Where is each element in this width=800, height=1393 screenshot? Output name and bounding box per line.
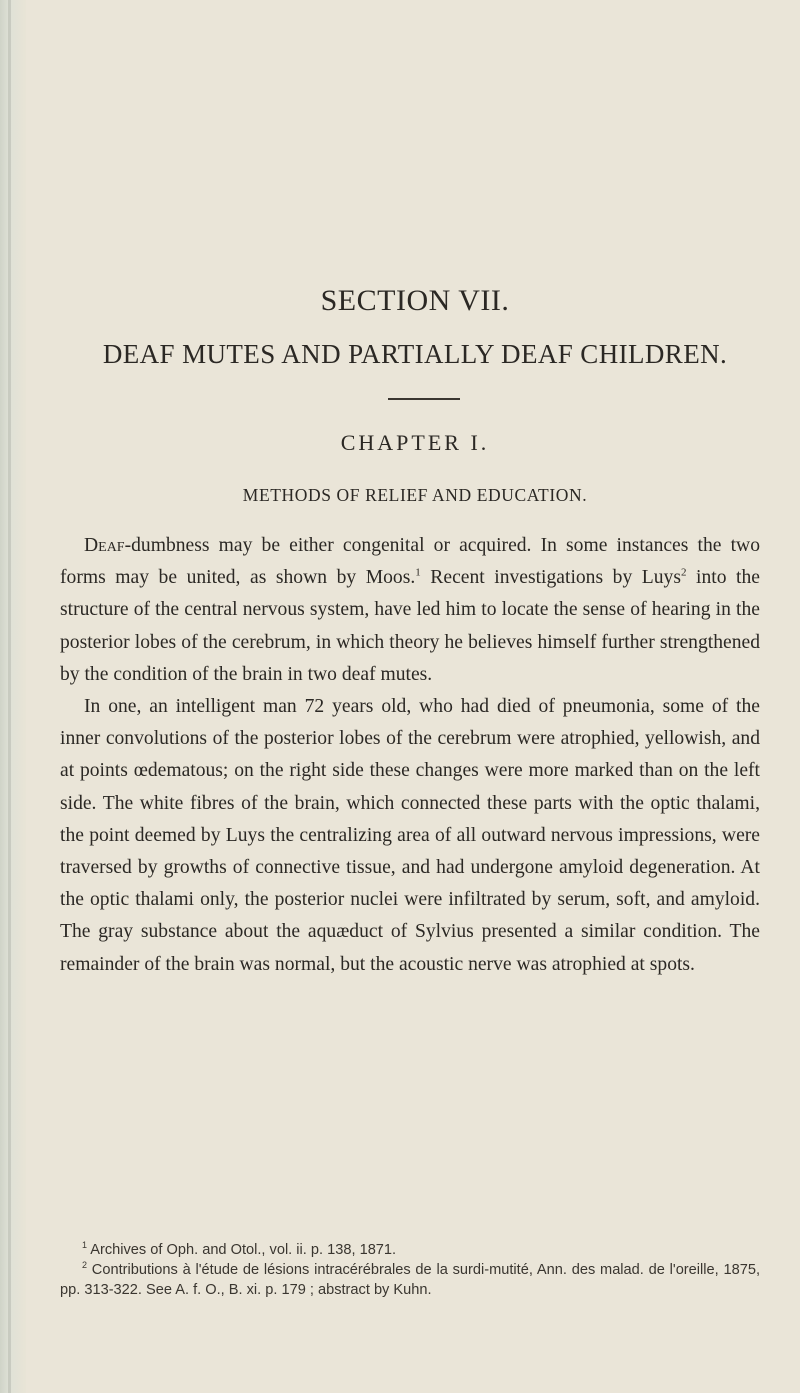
footnote-1 xyxy=(60,1240,760,1260)
paragraph-2: In one, an intelligent man 72 years old, who had died of pneumonia, some of the inner convolutions of the posterior lobes of the cerebrum were atrophied, yellowish, and at points œdematous; on the right side these changes were more marked than on the left side. The white fibres of the brain, which connected these parts with the optic thalami, the point deemed by Luys the centralizing area of all outward nervous impressions, were traversed by growths of connective tissue, and had undergone amyloid degeneration. At the optic thalami only, the posterior nuclei were infiltrated by serum, soft, and amyloid. The gray substance about the aquæduct of Sylvius presented a similar condition. The remainder of the brain was normal, but the acoustic nerve was atrophied at spots. xyxy=(60,696,760,975)
paragraph-1-part-c: into the structure of the central nervous system, have led him to locate the sense of hearing in the posterior lobes of the cerebrum, in which theory he believes himself further strengthened by the condition of the brain in two deaf mutes. xyxy=(60,567,760,685)
footnotes xyxy=(60,1240,760,1300)
footnote-ref-2: 2 xyxy=(680,566,687,579)
drop-lead-word: Deaf xyxy=(84,535,125,556)
section-heading: SECTION VII. xyxy=(320,284,510,317)
footnote-text: Contributions à l'étude de lésions intracérébrales de la surdi-mutité, Ann. des malad. de l'oreille, 1875, pp. 313-322. See A. f. O., B. xi. p. 179 ; abstract by Kuhn. xyxy=(60,1262,760,1298)
body-text xyxy=(60,530,760,981)
binding-edge xyxy=(8,0,11,1393)
part-title: DEAF MUTES AND PARTIALLY DEAF CHILDREN. xyxy=(102,339,728,369)
footnote-ref-1: 1 xyxy=(415,566,421,579)
paragraph-1-part-b: Recent investigations by Luys xyxy=(420,567,681,589)
divider-rule xyxy=(388,398,460,400)
paragraph-1-part-a: -dumbness may be either congenital or acquired. In some instances the two forms may be united, as shown by Moos. xyxy=(60,535,760,589)
paragraph-1 xyxy=(60,530,760,691)
footnote-2 xyxy=(60,1260,760,1300)
chapter-heading: CHAPTER I. xyxy=(340,430,490,455)
chapter-subtitle: METHODS OF RELIEF AND EDUCATION. xyxy=(242,485,588,505)
footnote-mark: 2 xyxy=(82,1260,88,1271)
footnote-mark: 1 xyxy=(82,1240,88,1251)
footnote-text: Archives of Oph. and Otol., vol. ii. p. 138, 1871. xyxy=(87,1242,397,1258)
book-spine-shadow xyxy=(0,0,26,1393)
